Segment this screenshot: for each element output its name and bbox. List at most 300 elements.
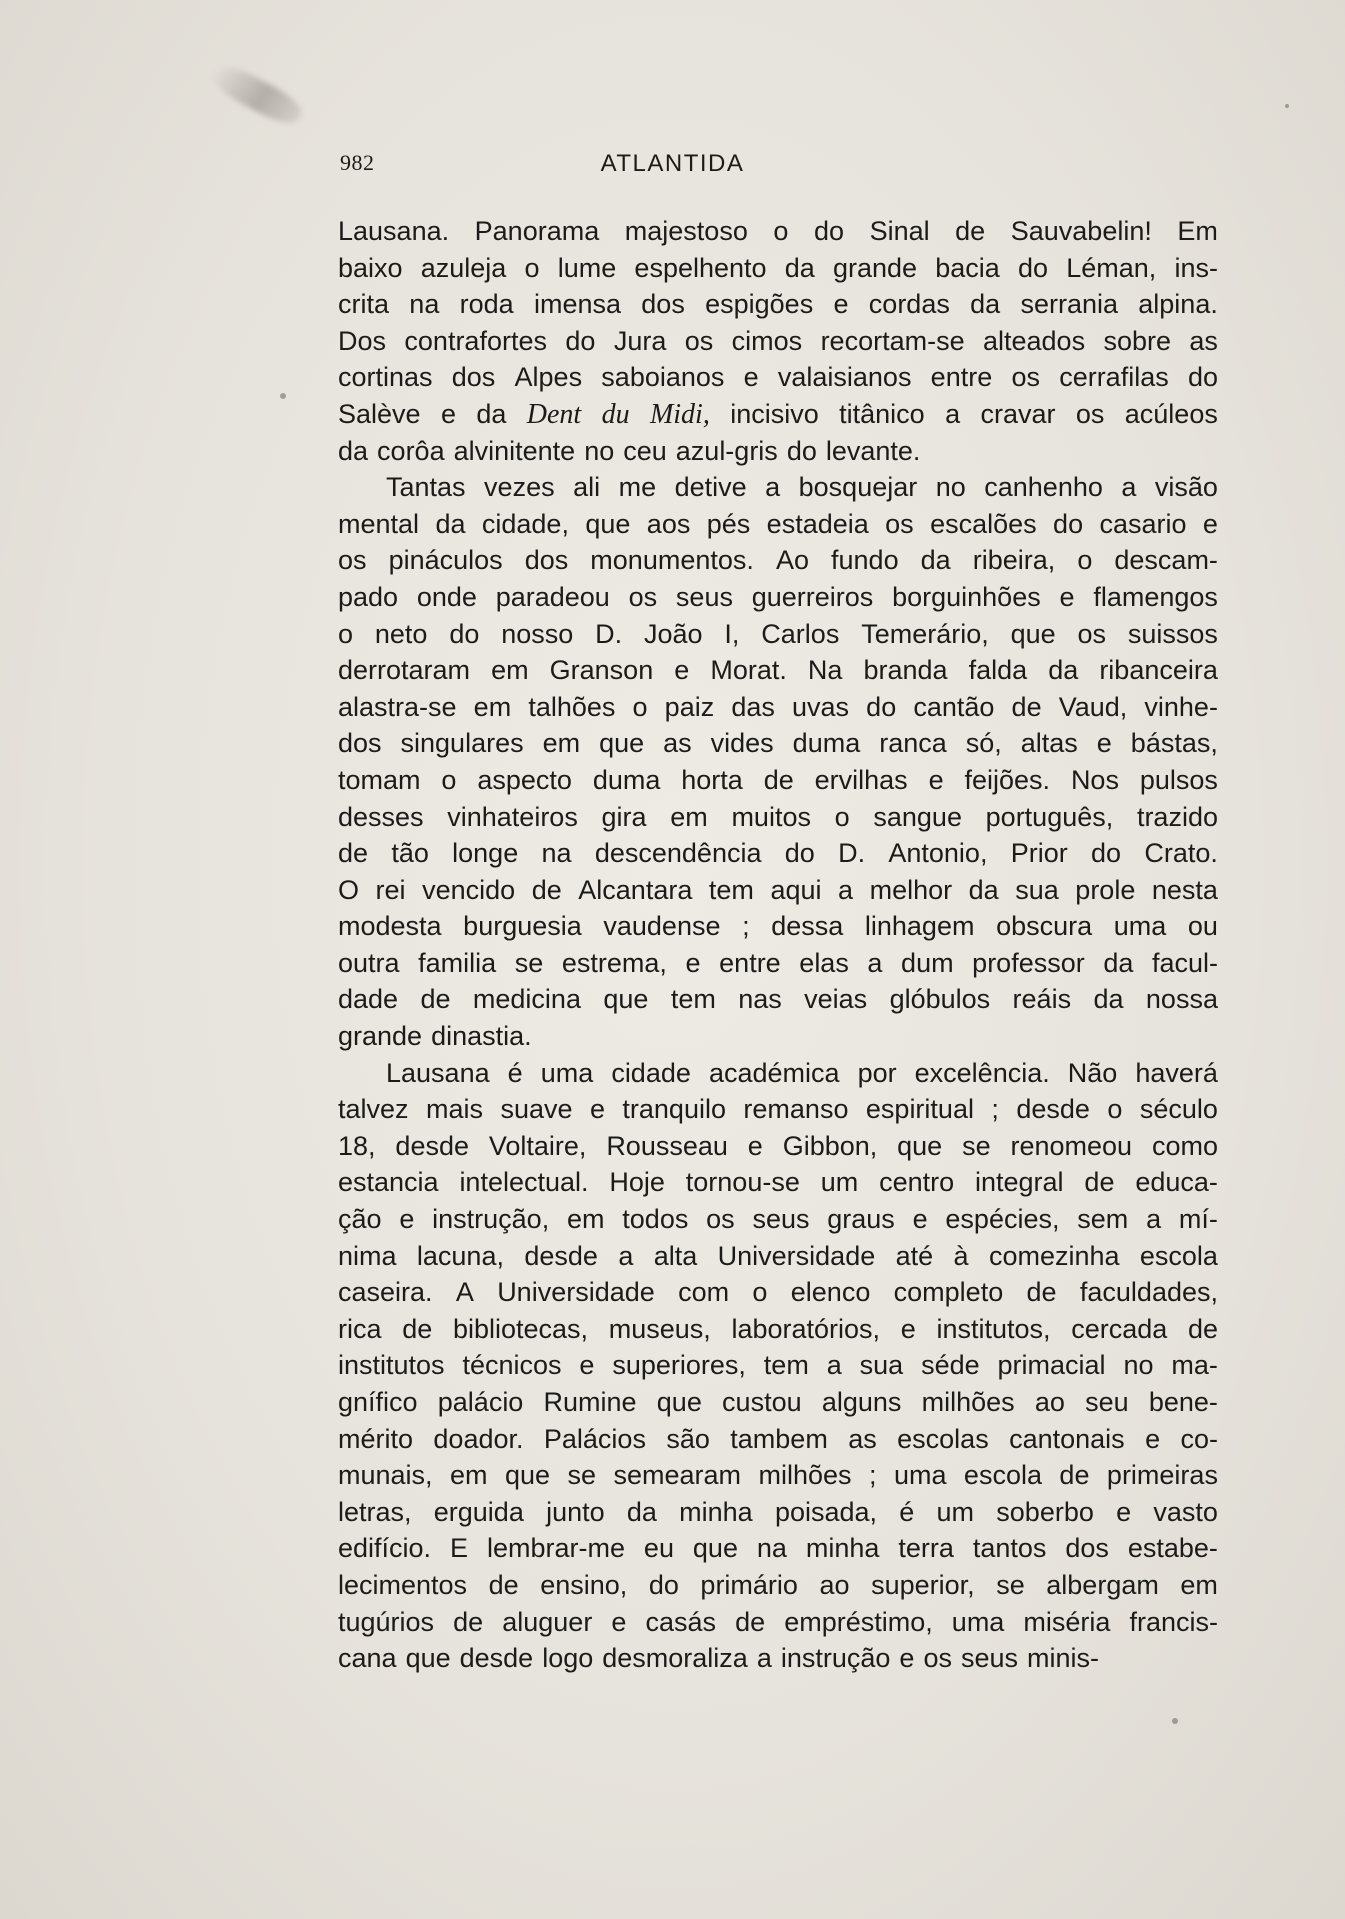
word: estrema, [561,947,667,978]
word: recortam-se [820,325,965,356]
word: 18, [338,1130,376,1161]
word: e [1059,581,1075,612]
word: letras, [338,1496,412,1527]
word: co- [1180,1423,1218,1454]
word: do [1017,252,1049,283]
word: e [1145,1423,1161,1454]
word: do [786,435,817,466]
word: valaisianos [777,362,912,393]
word: tem [763,1350,809,1381]
text-line [338,1347,1218,1384]
word: dos [1065,1533,1109,1564]
word: alpina. [1138,289,1218,320]
word: Hoje [609,1167,665,1198]
word: tem [670,984,716,1015]
word: Ao [775,545,809,576]
word: os [684,325,714,356]
word: até [895,1240,934,1271]
word: e [685,947,701,978]
word: o [524,252,540,283]
word: edifício. [338,1533,432,1564]
word: caseira. [338,1277,433,1308]
word: uma [893,1460,947,1491]
word: miséria [1023,1606,1111,1637]
word: terra [898,1533,954,1564]
word: rica [338,1313,382,1344]
word: canhenho [984,472,1103,503]
word: o [441,764,457,795]
word: da [338,435,369,466]
word: gira [601,801,647,832]
word: a [867,947,883,978]
word: lembrar-me [486,1533,625,1564]
word: casario [1099,508,1187,539]
word: descendência [594,838,762,869]
word: serrania [1020,289,1118,320]
word: graus [827,1204,895,1235]
word: que [603,984,649,1015]
word: visão [1154,472,1218,503]
word: aluguer [502,1606,593,1637]
word: seus [675,581,733,612]
text-line [338,1164,1218,1201]
word: reáis [1012,984,1072,1015]
word: Palácios [543,1423,646,1454]
word: e [579,1350,595,1381]
word: instrução, [432,1204,550,1235]
word: Jura [613,325,667,356]
text-line [338,469,1218,506]
word: monumentos. [590,545,754,576]
word: Salève [338,398,421,429]
text-line [338,1201,1218,1238]
word: nesta [1151,874,1218,905]
word: que [405,1643,451,1674]
word: Universidade [717,1240,876,1271]
word: E [450,1533,469,1564]
word: Gibbon, [782,1130,878,1161]
word: do [866,691,897,722]
word: de [1059,1460,1090,1491]
word: da [626,1496,657,1527]
word: aqui [770,874,822,905]
word: cidade [611,1057,691,1088]
text-line [338,1384,1218,1421]
paragraph [338,213,1218,469]
word: a [618,1240,634,1271]
word: o [1077,545,1093,576]
word: pado [338,581,399,612]
word: da [1093,984,1124,1015]
word: muitos [731,801,811,832]
word: dinastia. [431,1021,532,1052]
word: casás [645,1606,717,1637]
word: uma [1113,911,1167,942]
word: Rumine [543,1387,637,1417]
word: as [848,1423,877,1454]
word: que [599,728,645,759]
word: mental [338,508,420,539]
body-text [338,213,1218,1677]
word: cimos [731,325,803,356]
word: grande [338,1021,423,1052]
paragraph [338,1055,1218,1677]
word: de [338,838,369,869]
word: a [945,398,961,429]
word: e [674,655,690,686]
word: do [784,838,815,869]
word: acúleos [1124,398,1218,429]
word: alguns [821,1387,902,1417]
word: neto [374,618,428,649]
word: primacial [997,1350,1106,1381]
word: uma [540,1057,594,1088]
word: no [935,472,966,503]
word: em [670,801,708,832]
word: em [1180,1569,1218,1600]
word: ervilhas [814,764,908,795]
page-number: 982 [340,150,375,175]
text-line [338,579,1218,616]
word: alta [653,1240,698,1271]
word: dade [338,984,399,1015]
text-line [338,1018,1218,1055]
word: tornou-se [685,1167,800,1198]
word: da [784,252,815,283]
word: de [1187,1313,1218,1344]
word: lume [557,252,617,283]
word: feijões. [964,764,1051,795]
word: milhões [921,1387,1015,1417]
text-line [338,1091,1218,1128]
word: de [735,1606,766,1637]
word: borguinhões [892,581,1041,612]
word: semearam [613,1460,742,1491]
word: detive [674,472,747,503]
word: paradeou [495,581,610,612]
word: Voltaire, [488,1130,587,1161]
word: e [1096,728,1112,759]
word: desde [459,1643,534,1674]
word: medicina [472,984,581,1015]
word: Lausana. [338,216,450,246]
text-line [338,213,1218,250]
word: onde [416,581,477,612]
word: contrafortes [404,325,547,356]
word: desde [1016,1094,1090,1125]
word: integral [975,1167,1064,1198]
word: azul-gris [675,435,778,466]
word: de [1026,1277,1057,1308]
text-line [338,835,1218,872]
word: na [409,289,440,320]
word: veias [804,984,868,1015]
word: ribeira, [972,545,1056,576]
word: Nos [1070,764,1119,795]
word: singulares [400,728,524,759]
word: guerreiros [751,581,874,612]
word: bosquejar [798,472,918,503]
word: palácio [437,1387,524,1417]
word: suave [500,1094,573,1125]
word: Tantas [386,472,466,503]
word: que [692,1533,738,1564]
word: de [453,1606,484,1637]
word: das [731,691,775,722]
word: roda [459,289,514,320]
word: Midi, [649,398,710,430]
word: Universidade [497,1277,655,1308]
word: vaudense [603,911,721,942]
word: minha [679,1496,753,1527]
word: ao [819,1569,850,1600]
word: escalões [930,508,1037,539]
text-line [338,1311,1218,1348]
word: espécies, [945,1204,1060,1235]
text-line [338,872,1218,909]
word: da [476,398,507,429]
word: Carlos [761,618,840,649]
word: dos [641,289,685,320]
word: me [618,472,657,503]
word: no [584,435,615,466]
word: Alpes [514,362,583,393]
word: do [1053,508,1084,539]
word: se [962,1130,991,1161]
word: seu [1085,1387,1129,1417]
word: em [566,1204,605,1235]
word: excelência. [914,1057,1050,1088]
word: institutos, [936,1313,1051,1344]
word: se [514,947,544,978]
word: e [928,764,944,795]
word: cordas [868,289,950,320]
word: na [756,1533,787,1564]
word: melhor [869,874,953,905]
word: ranca [879,728,947,759]
word: o [1107,1094,1123,1125]
word: francis- [1129,1606,1218,1637]
word: em [542,728,581,759]
word: tantos [972,1533,1047,1564]
word: superior, [871,1569,975,1600]
word: que [656,1387,702,1417]
word: vencido [422,874,516,905]
word: talhões [528,691,616,722]
word: bibliotecas, [452,1313,589,1344]
word: glóbulos [889,984,991,1015]
word: e [611,1606,627,1637]
word: o [338,618,354,649]
word: é [507,1057,523,1088]
word: modesta [338,911,442,942]
word: vinhe- [1144,691,1218,722]
word: flamengos [1093,581,1218,612]
text-line [338,1494,1218,1531]
word: a [826,1350,842,1381]
word: da [920,545,951,576]
text-line [338,396,1218,433]
text-line [338,799,1218,836]
text-line [338,506,1218,543]
word: sem [1077,1204,1129,1235]
word: ins- [1174,252,1218,283]
word: da [970,289,1001,320]
word: Prior [1010,838,1068,869]
word: dos [451,362,496,393]
word: erguida [433,1496,524,1527]
word: uvas [792,691,850,722]
word: como [1151,1130,1218,1161]
word: facul- [1151,947,1218,978]
word: derrotaram [338,655,471,686]
word: pulsos [1139,764,1218,795]
word: primeiras [1106,1460,1218,1491]
word: os [338,545,367,576]
word: dessa [771,911,844,942]
text-line [338,1567,1218,1604]
word: custou [722,1387,802,1417]
word: o [773,216,789,246]
word: de [1084,1167,1115,1198]
word: prole [1075,874,1136,905]
word: aspecto [477,764,572,795]
text-line [338,542,1218,579]
word: primário [700,1569,798,1600]
word: ; [991,1094,999,1125]
word: escola [963,1460,1042,1491]
word: uma [951,1606,1005,1637]
scan-speck [1285,104,1289,108]
word: Lausana [386,1057,490,1088]
text-line [338,1457,1218,1494]
text-line [338,1274,1218,1311]
word: da [1103,947,1134,978]
word: do [1187,362,1218,393]
text-line [338,1604,1218,1641]
word: D. [838,838,866,869]
word: altas [1020,728,1078,759]
word: duma [592,764,661,795]
word: a [1146,1204,1162,1235]
paragraph [338,469,1218,1055]
word: ção [338,1204,382,1235]
word: incisivo [730,398,819,429]
word: técnicos [462,1350,562,1381]
word: nima [338,1240,397,1271]
word: nosso [501,618,574,649]
word: da [435,508,466,539]
word: mais [425,1094,483,1125]
word: centro [879,1167,955,1198]
word: doador. [433,1423,524,1454]
word: o [752,1277,768,1308]
word: paiz [664,691,715,722]
text-line [338,652,1218,689]
word: intelectual. [459,1167,589,1198]
word: um [820,1167,859,1198]
word: se [567,1460,597,1491]
word: de [402,1313,433,1344]
word: Léman, [1066,252,1157,283]
word: Morat. [710,655,787,686]
word: de [1011,691,1042,722]
word: majestoso [624,216,748,246]
text-line [338,981,1218,1018]
word: os [1011,362,1040,393]
word: dum [901,947,954,978]
word: Sauvabelin! [1010,216,1152,246]
word: horta [681,764,743,795]
word: azuleja [420,252,507,283]
word: baixo [338,252,403,283]
word: académica [708,1057,840,1088]
word: só, [965,728,1002,759]
word: a [756,1643,772,1674]
word: as [1189,325,1218,356]
word: espigões [705,289,814,320]
word: cantão [913,691,995,722]
text-line [338,1238,1218,1275]
word: lecimentos [338,1569,468,1600]
word: Não [1067,1057,1118,1088]
word: a [765,472,781,503]
word: dos [338,728,382,759]
word: remanso [743,1094,849,1125]
word: eu [643,1533,674,1564]
word: cravar [980,398,1056,429]
word: tão [391,838,429,869]
word: desmoraliza [602,1643,748,1674]
word: munais, [338,1460,433,1491]
word: tomam [338,764,421,795]
word: Antonio, [888,838,988,869]
word: instrução [780,1643,891,1674]
word: ; [868,1460,877,1491]
word: os [923,1643,952,1674]
word: Panorama [474,216,600,246]
word: titânico [839,398,925,429]
word: I, [724,618,740,649]
word: professor [972,947,1085,978]
word: os [706,1204,735,1235]
word: é [899,1496,915,1527]
word: junto [546,1496,605,1527]
word: suissos [1127,618,1218,649]
word: de [488,1569,519,1600]
text-line [338,433,1218,470]
word: e [833,289,849,320]
word: Dent [526,398,582,430]
word: outra [338,947,400,978]
word: em [491,655,529,686]
word: desde [524,1240,598,1271]
word: Dos [338,325,387,356]
text-line [338,1421,1218,1458]
word: da [1048,655,1079,686]
word: Granson [549,655,654,686]
word: faculdades, [1079,1277,1218,1308]
text-line [338,616,1218,653]
word: são [666,1423,710,1454]
word: duma [792,728,861,759]
word: Crato. [1144,838,1218,869]
word: tambem [730,1423,828,1454]
scan-speck [1172,1718,1178,1724]
text-line [338,286,1218,323]
word: A [455,1277,474,1308]
word: cercada [1071,1313,1168,1344]
